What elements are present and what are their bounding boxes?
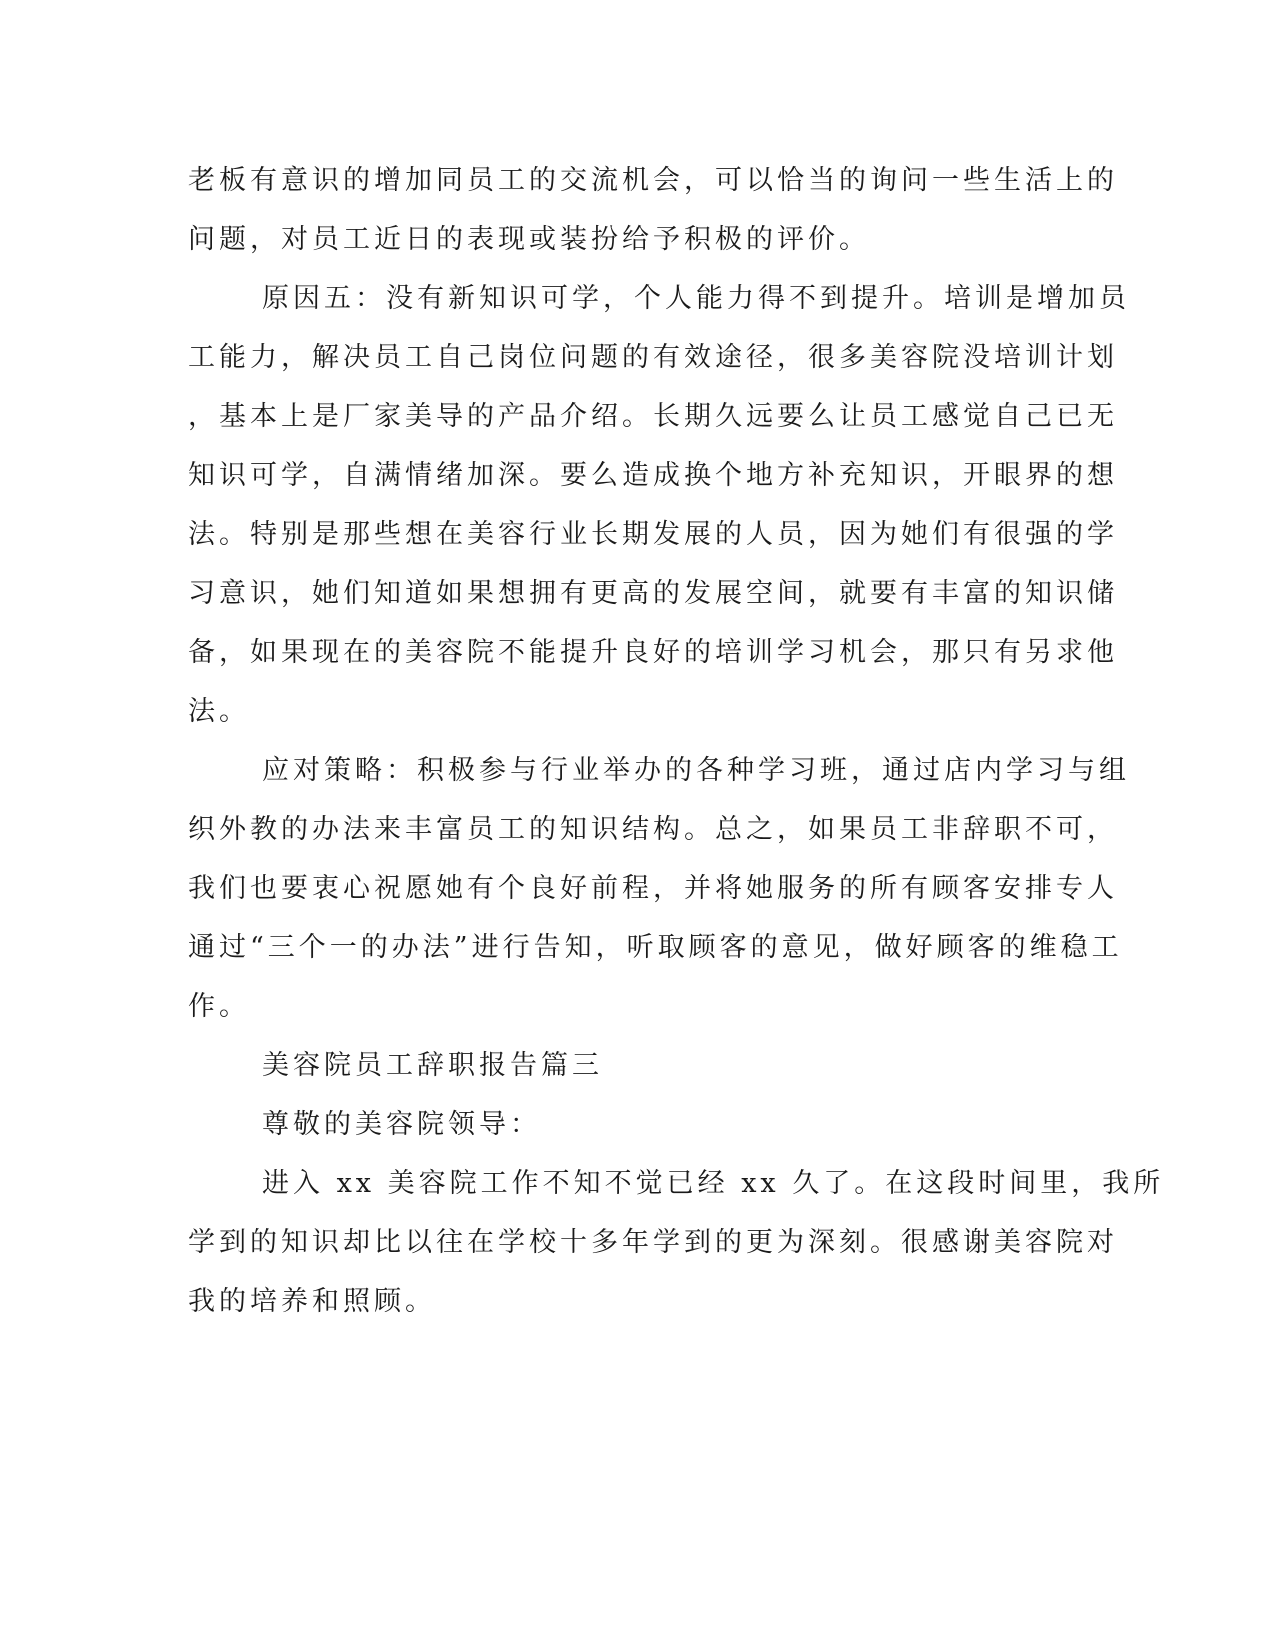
text-line-4: 工能力，解决员工自己岗位问题的有效途径，很多美容院没培训计划 (188, 342, 1118, 373)
text-line-3: 原因五：没有新知识可学，个人能力得不到提升。培训是增加员 (262, 283, 1130, 314)
text-line-8: 习意识，她们知道如果想拥有更高的发展空间，就要有丰富的知识储 (188, 578, 1118, 609)
text-line-15: 作。 (188, 991, 250, 1022)
text-line-2: 问题，对员工近日的表现或装扮给予积极的评价。 (188, 224, 870, 255)
text-line-11: 应对策略：积极参与行业举办的各种学习班，通过店内学习与组 (262, 755, 1130, 786)
text-line-20: 我的培养和照顾。 (188, 1286, 436, 1317)
text-line-9: 备，如果现在的美容院不能提升良好的培训学习机会，那只有另求他 (188, 637, 1118, 668)
text-line-10: 法。 (188, 696, 250, 727)
text-line-13: 我们也要衷心祝愿她有个良好前程，并将她服务的所有顾客安排专人 (188, 873, 1118, 904)
text-line-7: 法。特别是那些想在美容行业长期发展的人员，因为她们有很强的学 (188, 519, 1118, 550)
text-line-6: 知识可学，自满情绪加深。要么造成换个地方补充知识，开眼界的想 (188, 460, 1118, 491)
text-line-19: 学到的知识却比以往在学校十多年学到的更为深刻。很感谢美容院对 (188, 1227, 1118, 1258)
text-line-12: 织外教的办法来丰富员工的知识结构。总之，如果员工非辞职不可， (188, 814, 1118, 845)
section-heading: 美容院员工辞职报告篇三 (262, 1050, 603, 1081)
text-line-5: ，基本上是厂家美导的产品介绍。长期久远要么让员工感觉自己已无 (188, 401, 1118, 432)
text-line-14: 通过“三个一的办法”进行告知，听取顾客的意见，做好顾客的维稳工 (188, 932, 1123, 963)
salutation: 尊敬的美容院领导： (262, 1109, 541, 1140)
text-line-1: 老板有意识的增加同员工的交流机会，可以恰当的询问一些生活上的 (188, 165, 1118, 196)
text-line-18: 进入 xx 美容院工作不知不觉已经 xx 久了。在这段时间里，我所 (262, 1168, 1165, 1199)
